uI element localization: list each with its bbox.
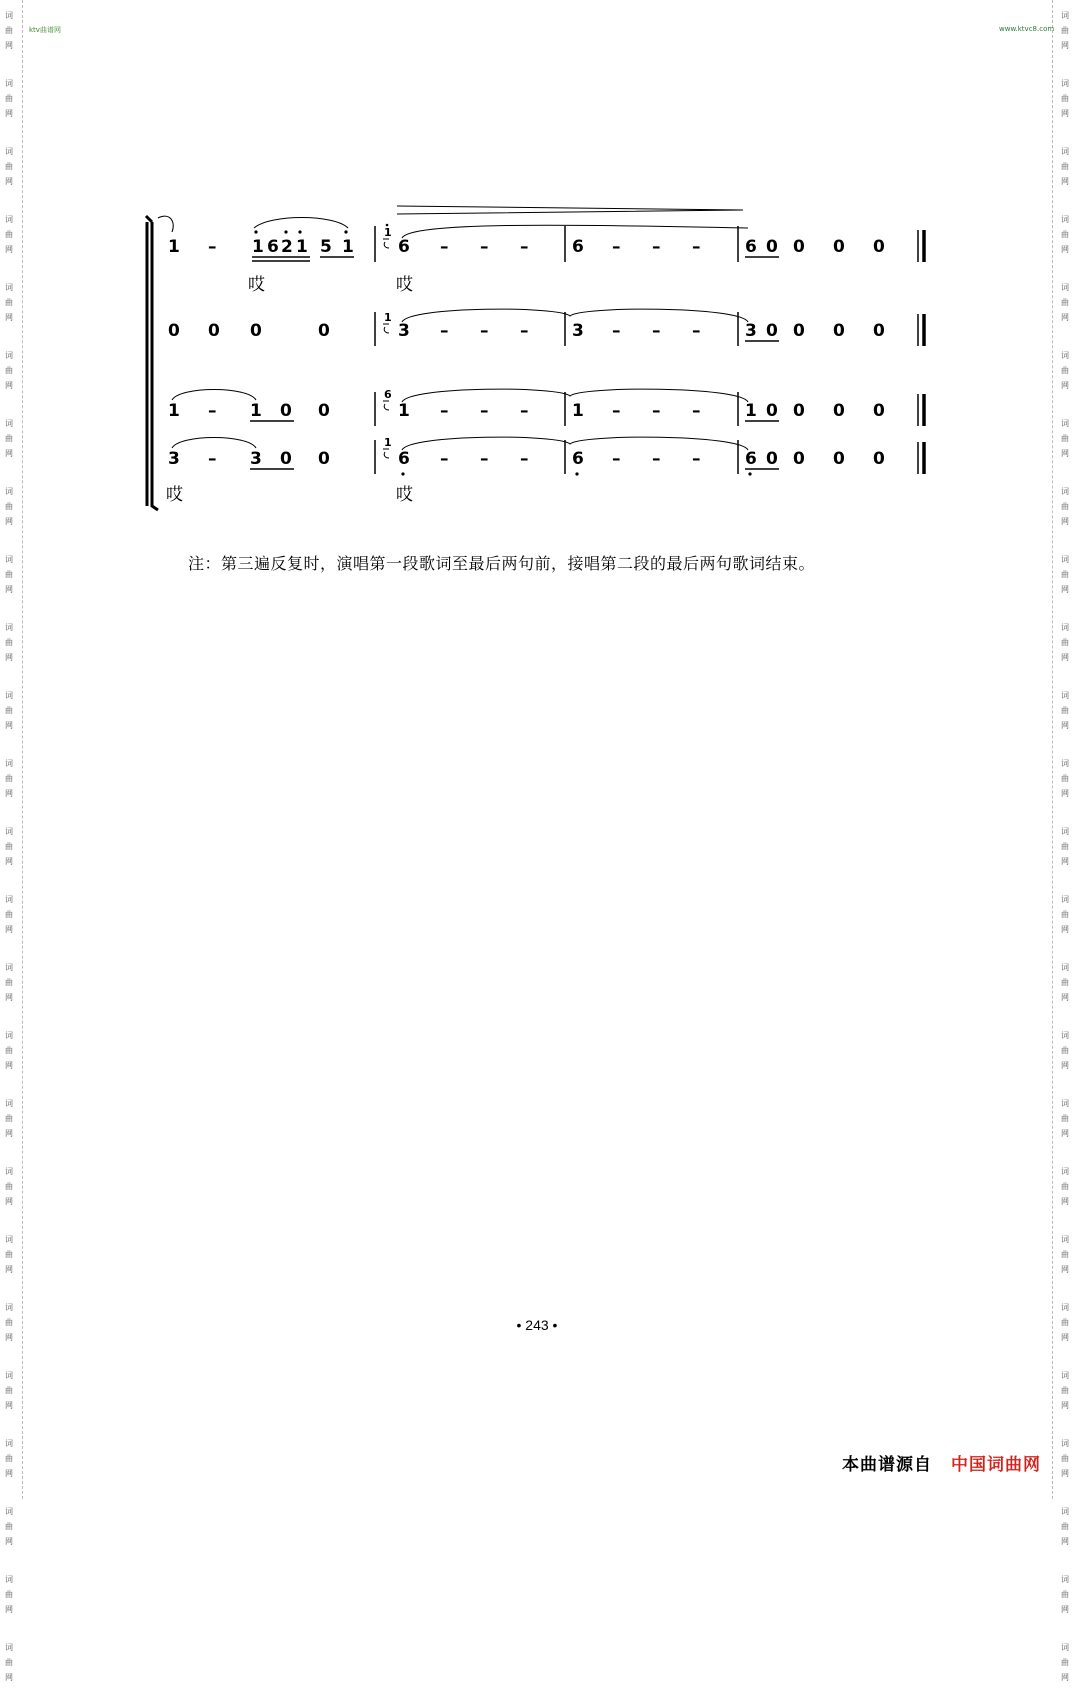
watermark-char: 词	[1061, 1167, 1069, 1176]
watermark-char: 网	[1061, 789, 1069, 798]
watermark-char: 词	[5, 215, 13, 224]
svg-text:0: 0	[208, 321, 220, 341]
watermark-char: 网	[5, 585, 13, 594]
watermark-char: 网	[5, 177, 13, 186]
watermark-char: 词	[5, 11, 13, 20]
watermark-group	[1058, 884, 1072, 952]
watermark-char: 词	[5, 1303, 13, 1312]
watermark-group	[2, 952, 16, 1020]
watermark-char: 曲	[5, 94, 13, 103]
watermark-char: 词	[1061, 827, 1069, 836]
watermark-char: 词	[1061, 79, 1069, 88]
svg-text:0: 0	[793, 237, 805, 257]
voice-1	[168, 218, 924, 296]
watermark-char: 网	[5, 313, 13, 322]
watermark-char: 曲	[1061, 1590, 1069, 1599]
svg-text:0: 0	[766, 449, 778, 469]
watermark-char: 词	[1061, 11, 1069, 20]
watermark-char: 曲	[1061, 1114, 1069, 1123]
watermark-group	[1058, 748, 1072, 816]
watermark-char: 词	[5, 895, 13, 904]
watermark-char: 曲	[5, 502, 13, 511]
svg-text:0: 0	[766, 321, 778, 341]
watermark-char: 网	[5, 1333, 13, 1342]
watermark-char: 网	[5, 1197, 13, 1206]
watermark-char: 曲	[1061, 366, 1069, 375]
watermark-char: 曲	[5, 1046, 13, 1055]
svg-text:–: –	[440, 237, 449, 257]
watermark-char: 网	[1061, 1469, 1069, 1478]
svg-text:–: –	[208, 401, 217, 421]
watermark-group	[2, 612, 16, 680]
watermark-char: 词	[5, 827, 13, 836]
watermark-char: 网	[5, 993, 13, 1002]
svg-text:–: –	[480, 449, 489, 469]
svg-text:0: 0	[766, 401, 778, 421]
svg-text:–: –	[612, 237, 621, 257]
svg-text:0: 0	[280, 401, 292, 421]
svg-text:3: 3	[745, 321, 757, 341]
watermark-char: 曲	[1061, 1454, 1069, 1463]
watermark-char: 网	[1061, 41, 1069, 50]
watermark-char: 曲	[5, 1386, 13, 1395]
note: 2	[281, 237, 293, 257]
watermark-char: 曲	[1061, 842, 1069, 851]
svg-text:3: 3	[572, 321, 584, 341]
watermark-group	[2, 1156, 16, 1224]
svg-text:–: –	[692, 237, 701, 257]
watermark-group	[2, 1292, 16, 1360]
watermark-char: 词	[5, 487, 13, 496]
watermark-char: 网	[1061, 1265, 1069, 1274]
watermark-char: 网	[5, 449, 13, 458]
svg-text:–: –	[520, 237, 529, 257]
watermark-group	[2, 1360, 16, 1428]
watermark-char: 曲	[5, 1590, 13, 1599]
watermark-char: 网	[1061, 925, 1069, 934]
svg-text:哎: 哎	[248, 275, 265, 295]
watermark-char: 词	[1061, 759, 1069, 768]
svg-text:–: –	[480, 321, 489, 341]
svg-text:–: –	[692, 321, 701, 341]
watermark-char: 词	[1061, 1303, 1069, 1312]
watermark-char: 网	[5, 857, 13, 866]
watermark-char: 网	[5, 1401, 13, 1410]
watermark-char: 词	[5, 351, 13, 360]
note: 5	[320, 237, 332, 257]
watermark-char: 网	[5, 109, 13, 118]
watermark-group	[1058, 1224, 1072, 1292]
watermark-group	[1058, 1156, 1072, 1224]
svg-text:6: 6	[572, 449, 584, 469]
watermark-char: 词	[1061, 1371, 1069, 1380]
watermark-char: 曲	[1061, 1386, 1069, 1395]
svg-text:0: 0	[873, 237, 885, 257]
svg-text:3: 3	[168, 449, 180, 469]
watermark-char: 网	[1061, 109, 1069, 118]
watermark-group	[1058, 544, 1072, 612]
svg-text:6: 6	[398, 449, 410, 469]
watermark-char: 网	[5, 1673, 13, 1682]
watermark-char: 词	[1061, 623, 1069, 632]
watermark-char: 网	[1061, 653, 1069, 662]
watermark-char: 网	[1061, 857, 1069, 866]
performance-note: 注：第三遍反复时，演唱第一段歌词至最后两句前，接唱第二段的最后两句歌词结束。	[188, 554, 816, 573]
watermark-char: 曲	[5, 1318, 13, 1327]
watermark-group	[1058, 1020, 1072, 1088]
watermark-char: 词	[1061, 1235, 1069, 1244]
watermark-group	[2, 1020, 16, 1088]
svg-text:–: –	[480, 401, 489, 421]
svg-text:0: 0	[168, 321, 180, 341]
watermark-char: 曲	[1061, 774, 1069, 783]
voice-4	[166, 436, 924, 505]
svg-text:3: 3	[398, 321, 410, 341]
watermark-char: 词	[1061, 1643, 1069, 1652]
slur	[254, 218, 348, 229]
watermark-char: 网	[5, 245, 13, 254]
watermark-char: 曲	[1061, 1182, 1069, 1191]
note: 1	[342, 237, 354, 257]
watermark-char: 词	[1061, 283, 1069, 292]
watermark-char: 曲	[1061, 1250, 1069, 1259]
watermark-char: 网	[5, 653, 13, 662]
watermark-char: 曲	[1061, 638, 1069, 647]
svg-text:–: –	[652, 237, 661, 257]
watermark-char: 曲	[5, 434, 13, 443]
watermark-char: 网	[5, 789, 13, 798]
svg-text:0: 0	[873, 321, 885, 341]
watermark-char: 曲	[1061, 706, 1069, 715]
watermark-char: 网	[5, 1265, 13, 1274]
svg-text:0: 0	[833, 321, 845, 341]
watermark-group	[2, 1428, 16, 1496]
watermark-char: 曲	[1061, 230, 1069, 239]
watermark-char: 网	[5, 925, 13, 934]
watermark-char: 网	[5, 1537, 13, 1546]
svg-text:6: 6	[745, 449, 757, 469]
watermark-char: 曲	[1061, 570, 1069, 579]
svg-text:0: 0	[833, 401, 845, 421]
watermark-char: 词	[5, 963, 13, 972]
watermark-char: 词	[1061, 419, 1069, 428]
watermark-group	[1058, 1292, 1072, 1360]
watermark-group	[1058, 612, 1072, 680]
note: 1	[296, 237, 308, 257]
svg-text:哎: 哎	[166, 485, 183, 505]
svg-text:哎: 哎	[396, 275, 413, 295]
svg-text:3: 3	[250, 449, 262, 469]
watermark-char: 曲	[5, 638, 13, 647]
watermark-char: 词	[5, 1439, 13, 1448]
watermark-char: 曲	[5, 1182, 13, 1191]
svg-text:–: –	[652, 321, 661, 341]
note: 6	[572, 237, 584, 257]
svg-text:–: –	[480, 237, 489, 257]
svg-text:–: –	[520, 401, 529, 421]
watermark-char: 网	[1061, 245, 1069, 254]
watermark-char: 曲	[5, 26, 13, 35]
svg-text:0: 0	[873, 401, 885, 421]
watermark-char: 词	[1061, 691, 1069, 700]
watermark-char: 词	[5, 1235, 13, 1244]
watermark-char: 词	[5, 1031, 13, 1040]
watermark-char: 网	[1061, 1605, 1069, 1614]
watermark-char: 网	[1061, 1333, 1069, 1342]
voice-2	[168, 309, 924, 346]
svg-text:0: 0	[250, 321, 262, 341]
svg-text:1: 1	[250, 401, 262, 421]
watermark-group	[2, 544, 16, 612]
watermark-char: 词	[1061, 963, 1069, 972]
svg-text:–: –	[612, 401, 621, 421]
watermark-group	[2, 816, 16, 884]
svg-text:0: 0	[793, 449, 805, 469]
header-left-site: ktv曲谱网	[29, 26, 61, 34]
watermark-char: 词	[5, 283, 13, 292]
watermark-group	[1058, 1088, 1072, 1156]
footer-source-name[interactable]: 中国词曲网	[951, 1455, 1041, 1475]
watermark-char: 曲	[5, 230, 13, 239]
watermark-group	[1058, 680, 1072, 748]
svg-text:0: 0	[318, 321, 330, 341]
watermark-char: 网	[5, 517, 13, 526]
watermark-char: 词	[1061, 1099, 1069, 1108]
watermark-group	[2, 884, 16, 952]
watermark-char: 网	[1061, 1673, 1069, 1682]
header-right-site: www.ktvc8.com	[999, 25, 1055, 33]
watermark-char: 曲	[1061, 1318, 1069, 1327]
watermark-char: 曲	[5, 1522, 13, 1531]
watermark-char: 词	[1061, 147, 1069, 156]
watermark-char: 网	[1061, 1197, 1069, 1206]
watermark-char: 词	[1061, 1507, 1069, 1516]
watermark-char: 曲	[1061, 978, 1069, 987]
watermark-char: 曲	[5, 774, 13, 783]
voice-3	[168, 388, 924, 426]
svg-text:–: –	[208, 449, 217, 469]
svg-text:0: 0	[766, 237, 778, 257]
watermark-char: 网	[5, 1129, 13, 1138]
watermark-char: 词	[5, 623, 13, 632]
system-bracket	[146, 216, 158, 510]
svg-text:–: –	[652, 449, 661, 469]
watermark-char: 曲	[5, 1250, 13, 1259]
svg-text:0: 0	[318, 449, 330, 469]
watermark-char: 网	[1061, 313, 1069, 322]
grace-note: 1	[384, 226, 392, 239]
watermark-char: 词	[5, 79, 13, 88]
watermark-char: 网	[5, 1605, 13, 1614]
svg-text:–: –	[520, 321, 529, 341]
watermark-group	[1058, 1360, 1072, 1428]
watermark-char: 曲	[1061, 910, 1069, 919]
svg-text:–: –	[440, 321, 449, 341]
watermark-char: 网	[1061, 1129, 1069, 1138]
watermark-char: 词	[1061, 1575, 1069, 1584]
watermark-char: 曲	[1061, 26, 1069, 35]
svg-text:1: 1	[168, 401, 180, 421]
jianpu-score	[0, 0, 1074, 520]
watermark-char: 网	[1061, 1061, 1069, 1070]
svg-text:–: –	[440, 449, 449, 469]
watermark-char: 词	[5, 1371, 13, 1380]
watermark-group	[2, 1564, 16, 1632]
watermark-char: 曲	[5, 842, 13, 851]
svg-text:1: 1	[384, 311, 392, 324]
note: 1	[252, 237, 264, 257]
watermark-char: 词	[1061, 487, 1069, 496]
watermark-group	[2, 1088, 16, 1156]
watermark-char: 曲	[5, 1114, 13, 1123]
watermark-char: 网	[1061, 1401, 1069, 1410]
watermark-char: 词	[1061, 895, 1069, 904]
svg-text:0: 0	[833, 237, 845, 257]
watermark-char: 曲	[5, 298, 13, 307]
watermark-group	[1058, 816, 1072, 884]
watermark-char: 网	[5, 41, 13, 50]
page-number: • 243 •	[516, 1317, 558, 1333]
watermark-char: 网	[1061, 721, 1069, 730]
watermark-char: 词	[5, 555, 13, 564]
watermark-char: 曲	[5, 570, 13, 579]
svg-text:6: 6	[384, 388, 392, 401]
svg-text:0: 0	[280, 449, 292, 469]
watermark-char: 曲	[5, 1658, 13, 1667]
watermark-char: 曲	[1061, 1046, 1069, 1055]
svg-text:–: –	[692, 401, 701, 421]
watermark-char: 网	[5, 1469, 13, 1478]
watermark-char: 曲	[5, 162, 13, 171]
watermark-char: 词	[5, 1099, 13, 1108]
watermark-char: 网	[5, 721, 13, 730]
watermark-char: 词	[5, 1575, 13, 1584]
watermark-char: 词	[5, 691, 13, 700]
svg-text:0: 0	[318, 401, 330, 421]
note: 6	[398, 237, 410, 257]
watermark-char: 网	[1061, 993, 1069, 1002]
note: –	[208, 237, 217, 257]
watermark-char: 网	[1061, 449, 1069, 458]
svg-text:1: 1	[398, 401, 410, 421]
watermark-group	[2, 680, 16, 748]
watermark-char: 词	[5, 759, 13, 768]
note: 1	[168, 237, 180, 257]
watermark-char: 曲	[5, 366, 13, 375]
watermark-char: 词	[1061, 1439, 1069, 1448]
svg-text:–: –	[612, 321, 621, 341]
footer-source-label: 本曲谱源自	[842, 1455, 932, 1475]
note: 6	[267, 237, 279, 257]
watermark-char: 网	[1061, 381, 1069, 390]
watermark-group	[1058, 952, 1072, 1020]
watermark-char: 曲	[1061, 162, 1069, 171]
watermark-char: 曲	[5, 706, 13, 715]
watermark-group	[2, 1632, 16, 1700]
watermark-char: 曲	[1061, 298, 1069, 307]
watermark-char: 词	[1061, 215, 1069, 224]
watermark-char: 曲	[1061, 94, 1069, 103]
svg-text:1: 1	[572, 401, 584, 421]
svg-text:–: –	[612, 449, 621, 469]
watermark-group	[1058, 1496, 1072, 1564]
svg-text:–: –	[520, 449, 529, 469]
watermark-char: 词	[1061, 555, 1069, 564]
svg-text:哎: 哎	[396, 485, 413, 505]
svg-text:1: 1	[745, 401, 757, 421]
watermark-char: 词	[1061, 351, 1069, 360]
watermark-char: 曲	[1061, 1522, 1069, 1531]
watermark-group	[2, 1224, 16, 1292]
watermark-char: 词	[5, 1507, 13, 1516]
watermark-char: 曲	[5, 1454, 13, 1463]
watermark-char: 网	[1061, 1537, 1069, 1546]
watermark-char: 网	[1061, 517, 1069, 526]
watermark-char: 网	[5, 1061, 13, 1070]
watermark-char: 曲	[5, 978, 13, 987]
watermark-char: 词	[5, 419, 13, 428]
watermark-char: 网	[1061, 585, 1069, 594]
watermark-char: 曲	[1061, 1658, 1069, 1667]
watermark-char: 词	[5, 1643, 13, 1652]
watermark-char: 词	[1061, 1031, 1069, 1040]
decrescendo-hairpin	[397, 206, 743, 214]
watermark-char: 曲	[1061, 502, 1069, 511]
watermark-group	[1058, 1632, 1072, 1700]
svg-text:–: –	[692, 449, 701, 469]
watermark-char: 词	[5, 1167, 13, 1176]
watermark-char: 曲	[5, 910, 13, 919]
watermark-group	[2, 748, 16, 816]
watermark-char: 曲	[1061, 434, 1069, 443]
svg-text:0: 0	[793, 401, 805, 421]
svg-text:0: 0	[793, 321, 805, 341]
svg-text:1: 1	[384, 436, 392, 449]
watermark-group	[2, 1496, 16, 1564]
watermark-char: 词	[5, 147, 13, 156]
svg-text:–: –	[440, 401, 449, 421]
watermark-char: 网	[5, 381, 13, 390]
svg-text:0: 0	[873, 449, 885, 469]
svg-text:–: –	[652, 401, 661, 421]
svg-text:0: 0	[833, 449, 845, 469]
note: 6	[745, 237, 757, 257]
bracket-hook	[158, 216, 173, 232]
watermark-group	[1058, 1564, 1072, 1632]
watermark-group	[1058, 1428, 1072, 1496]
watermark-char: 网	[1061, 177, 1069, 186]
